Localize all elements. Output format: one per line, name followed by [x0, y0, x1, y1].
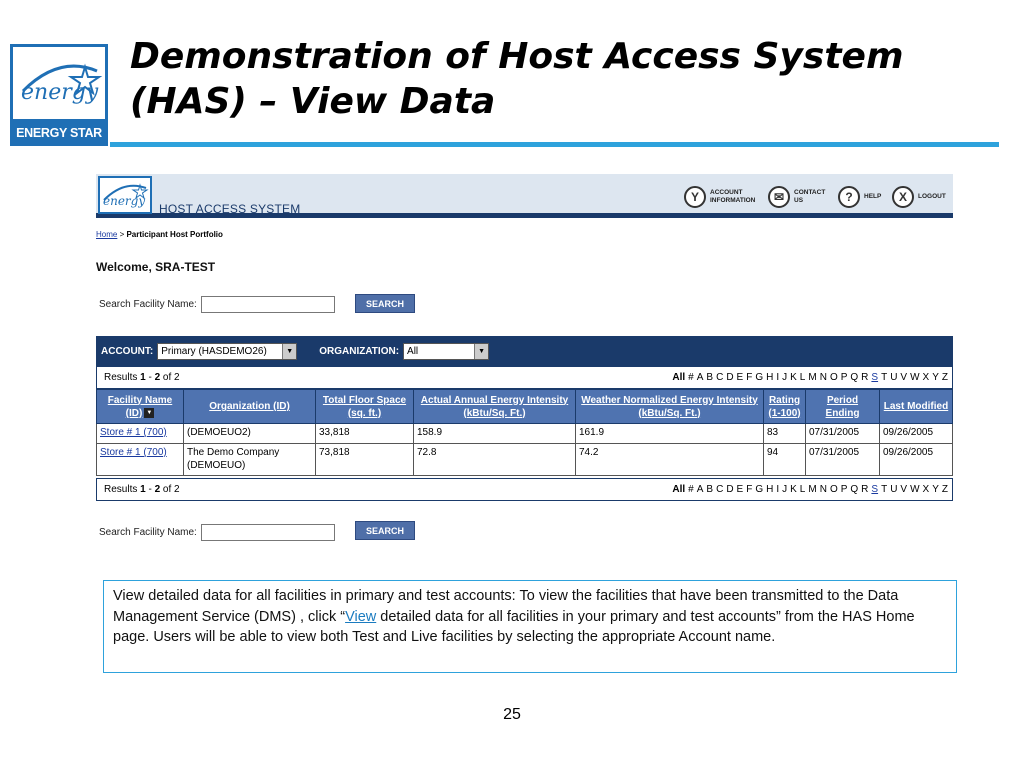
alphabet-filter-t[interactable]: T — [881, 484, 888, 495]
search-row-bottom — [99, 524, 335, 541]
alphabet-filter-l[interactable]: L — [799, 484, 806, 495]
search-button[interactable]: SEARCH — [355, 521, 415, 540]
alphabet-filter-n[interactable]: N — [819, 372, 827, 383]
nav-label: HELP — [864, 193, 882, 200]
nav-contact-us[interactable] — [768, 186, 825, 208]
account-label: ACCOUNT: — [101, 345, 154, 357]
nav-label: US — [794, 197, 804, 204]
alphabet-filter-f[interactable]: F — [746, 484, 753, 495]
nav-label: INFORMATION — [710, 197, 756, 204]
results-to: 2 — [154, 484, 161, 495]
alphabet-filter-p[interactable]: P — [840, 372, 848, 383]
table-header-row — [97, 390, 953, 424]
breadcrumb-current: Participant Host Portfolio — [126, 230, 223, 239]
chevron-down-icon[interactable]: ▼ — [474, 344, 488, 359]
alphabet-filter-b[interactable]: B — [706, 484, 714, 495]
table-cell: The Demo Company (DEMOEUO) — [184, 444, 316, 476]
table-cell: 158.9 — [414, 424, 576, 444]
alphabet-filter-hash[interactable]: # — [688, 484, 694, 495]
alphabet-filter-d[interactable]: D — [726, 484, 734, 495]
column-header[interactable]: Rating (1-100) — [764, 390, 806, 424]
table-cell — [97, 424, 184, 444]
search-label: Search Facility Name: — [99, 527, 197, 538]
alphabet-filter-x[interactable]: X — [922, 372, 930, 383]
breadcrumb-separator: > — [117, 230, 127, 239]
logo-text: ENERGY STAR — [16, 126, 102, 140]
alphabet-filter-k[interactable]: K — [790, 372, 797, 383]
table-cell: 83 — [764, 424, 806, 444]
table-cell: 33,818 — [316, 424, 414, 444]
results-bar-top — [96, 366, 953, 389]
nav-account-information[interactable] — [684, 186, 755, 208]
energy-star-small-icon — [100, 178, 150, 212]
column-header[interactable]: Total Floor Space (sq. ft.) — [316, 390, 414, 424]
alphabet-filter-c[interactable]: C — [716, 484, 724, 495]
caption-text: View detailed data for all facilities in primary and test accounts: To view the facilities that have been transmitted to the Data Management Service (DMS) , click “ — [113, 588, 899, 625]
alphabet-filter-i[interactable]: I — [776, 372, 780, 383]
caption-text: detailed data for all facilities in your primary and test accounts” from the HAS Home page. Users will be able to view both Test and Live facilities by selecting the appropriate Account name. — [113, 608, 915, 645]
alphabet-filter-q[interactable]: Q — [850, 484, 859, 495]
account-bar — [96, 336, 953, 366]
account-select-value: Primary (HASDEMO26) — [161, 345, 267, 357]
facility-link[interactable]: Store # 1 (700) — [100, 447, 167, 458]
alphabet-filter-h[interactable]: H — [766, 372, 774, 383]
alphabet-filter — [669, 372, 948, 383]
app-title: HOST ACCESS SYSTEM — [159, 202, 301, 216]
alphabet-filter — [669, 484, 948, 495]
alphabet-filter-f[interactable]: F — [746, 372, 753, 383]
alphabet-filter-q[interactable]: Q — [850, 372, 859, 383]
table-cell: 161.9 — [576, 424, 764, 444]
nav-label: CONTACT — [794, 189, 826, 196]
table-cell: 74.2 — [576, 444, 764, 476]
alphabet-filter-u[interactable]: U — [890, 484, 898, 495]
search-label: Search Facility Name: — [99, 299, 197, 310]
logo-mark — [13, 47, 105, 119]
nav-label: ACCOUNT — [710, 189, 743, 196]
alphabet-filter-j[interactable]: J — [782, 372, 788, 383]
caption-box — [103, 580, 957, 673]
alphabet-filter-a[interactable]: A — [696, 372, 704, 383]
chevron-down-icon[interactable]: ▼ — [282, 344, 296, 359]
column-header-label: Facility Name (ID) — [107, 394, 173, 419]
svg-text:energy: energy — [103, 194, 146, 208]
table-cell: 72.8 — [414, 444, 576, 476]
account-select[interactable] — [157, 343, 297, 360]
breadcrumb-home-link[interactable]: Home — [96, 230, 118, 239]
column-header[interactable]: Weather Normalized Energy Intensity (kBtu/Sq. Ft.) — [576, 390, 764, 424]
column-header[interactable]: Last Modified — [880, 390, 953, 424]
alphabet-filter-u[interactable]: U — [890, 372, 898, 383]
alphabet-filter-e[interactable]: E — [736, 372, 744, 383]
slide-title: Demonstration of Host Access System (HAS) – View Data — [130, 36, 904, 122]
table-cell: (DEMOEUO2) — [184, 424, 316, 444]
alphabet-filter-l[interactable]: L — [799, 372, 806, 383]
alphabet-filter-i[interactable]: I — [776, 484, 780, 495]
alphabet-filter-w[interactable]: W — [910, 372, 920, 383]
alphabet-filter-z[interactable]: Z — [941, 484, 948, 495]
table-row — [97, 444, 953, 476]
organization-select[interactable] — [403, 343, 489, 360]
welcome-message: Welcome, SRA-TEST — [96, 260, 216, 274]
contact-us-icon[interactable]: ✉ — [768, 186, 790, 208]
account-info-icon[interactable]: Y — [684, 186, 706, 208]
table-cell: 09/26/2005 — [880, 424, 953, 444]
alphabet-filter-all[interactable]: All — [672, 372, 686, 383]
results-to: 2 — [154, 372, 161, 383]
alphabet-filter-h[interactable]: H — [766, 484, 774, 495]
alphabet-filter-x[interactable]: X — [922, 484, 930, 495]
table-cell — [97, 444, 184, 476]
alphabet-filter-p[interactable]: P — [840, 484, 848, 495]
breadcrumb — [96, 230, 223, 239]
alphabet-filter-v[interactable]: V — [900, 372, 908, 383]
nav-logout[interactable] — [892, 186, 946, 208]
alphabet-filter-d[interactable]: D — [726, 372, 734, 383]
alphabet-filter-g[interactable]: G — [755, 372, 764, 383]
table-cell: 73,818 — [316, 444, 414, 476]
energy-star-logo — [10, 44, 108, 146]
alphabet-filter-s[interactable]: S — [871, 484, 879, 495]
search-facility-input[interactable] — [201, 296, 335, 313]
table-cell: 09/26/2005 — [880, 444, 953, 476]
results-count — [104, 484, 180, 495]
alphabet-filter-k[interactable]: K — [790, 484, 797, 495]
column-header[interactable]: Period Ending — [806, 390, 880, 424]
help-icon[interactable]: ? — [838, 186, 860, 208]
sort-icon[interactable]: ▼ — [144, 408, 154, 418]
alphabet-filter-m[interactable]: M — [808, 372, 817, 383]
alphabet-filter-e[interactable]: E — [736, 484, 744, 495]
search-button[interactable]: SEARCH — [355, 294, 415, 313]
results-bar-bottom — [96, 478, 953, 501]
page-number: 25 — [503, 706, 521, 723]
title-divider — [110, 142, 999, 147]
results-total: of 2 — [160, 372, 180, 383]
results-dash: - — [145, 372, 155, 383]
table-cell: 07/31/2005 — [806, 444, 880, 476]
table-row — [97, 424, 953, 444]
results-total: of 2 — [160, 484, 180, 495]
column-header[interactable]: Actual Annual Energy Intensity (kBtu/Sq. Ft.) — [414, 390, 576, 424]
alphabet-filter-y[interactable]: Y — [932, 484, 939, 495]
search-row-top — [99, 296, 335, 313]
alphabet-filter-z[interactable]: Z — [941, 372, 948, 383]
results-prefix: Results — [104, 372, 141, 383]
alphabet-filter-hash[interactable]: # — [688, 372, 694, 383]
app-logo[interactable] — [98, 176, 152, 214]
alphabet-filter-all[interactable]: All — [672, 484, 686, 495]
results-prefix: Results — [104, 484, 141, 495]
alphabet-filter-o[interactable]: O — [829, 372, 838, 383]
facility-table — [96, 389, 953, 476]
nav-label: LOGOUT — [918, 193, 946, 200]
organization-select-value: All — [407, 345, 419, 357]
alphabet-filter-a[interactable]: A — [696, 484, 704, 495]
results-from: 1 — [140, 372, 146, 383]
alphabet-filter-t[interactable]: T — [881, 372, 888, 383]
results-from: 1 — [140, 484, 146, 495]
alphabet-filter-g[interactable]: G — [755, 484, 764, 495]
organization-label: ORGANIZATION: — [319, 345, 400, 357]
app-header — [96, 174, 953, 218]
alphabet-filter-r[interactable]: R — [861, 484, 869, 495]
table-cell: 94 — [764, 444, 806, 476]
logout-icon[interactable]: X — [892, 186, 914, 208]
results-count — [104, 372, 180, 383]
column-header[interactable]: Organization (ID) — [184, 390, 316, 424]
alphabet-filter-c[interactable]: C — [716, 372, 724, 383]
alphabet-filter-m[interactable]: M — [808, 484, 817, 495]
alphabet-filter-b[interactable]: B — [706, 372, 714, 383]
facility-link[interactable]: Store # 1 (700) — [100, 427, 167, 438]
search-facility-input[interactable] — [201, 524, 335, 541]
alphabet-filter-v[interactable]: V — [900, 484, 908, 495]
alphabet-filter-j[interactable]: J — [782, 484, 788, 495]
alphabet-filter-o[interactable]: O — [829, 484, 838, 495]
view-link[interactable]: View — [345, 608, 377, 625]
column-header[interactable] — [97, 390, 184, 424]
table-cell: 07/31/2005 — [806, 424, 880, 444]
results-dash: - — [145, 484, 155, 495]
nav-help[interactable] — [838, 186, 881, 208]
alphabet-filter-s[interactable]: S — [871, 372, 879, 383]
energy-star-icon — [13, 47, 105, 119]
has-app-screenshot — [96, 174, 953, 504]
svg-text:energy: energy — [21, 80, 99, 105]
alphabet-filter-y[interactable]: Y — [932, 372, 939, 383]
alphabet-filter-r[interactable]: R — [861, 372, 869, 383]
alphabet-filter-n[interactable]: N — [819, 484, 827, 495]
alphabet-filter-w[interactable]: W — [910, 484, 920, 495]
